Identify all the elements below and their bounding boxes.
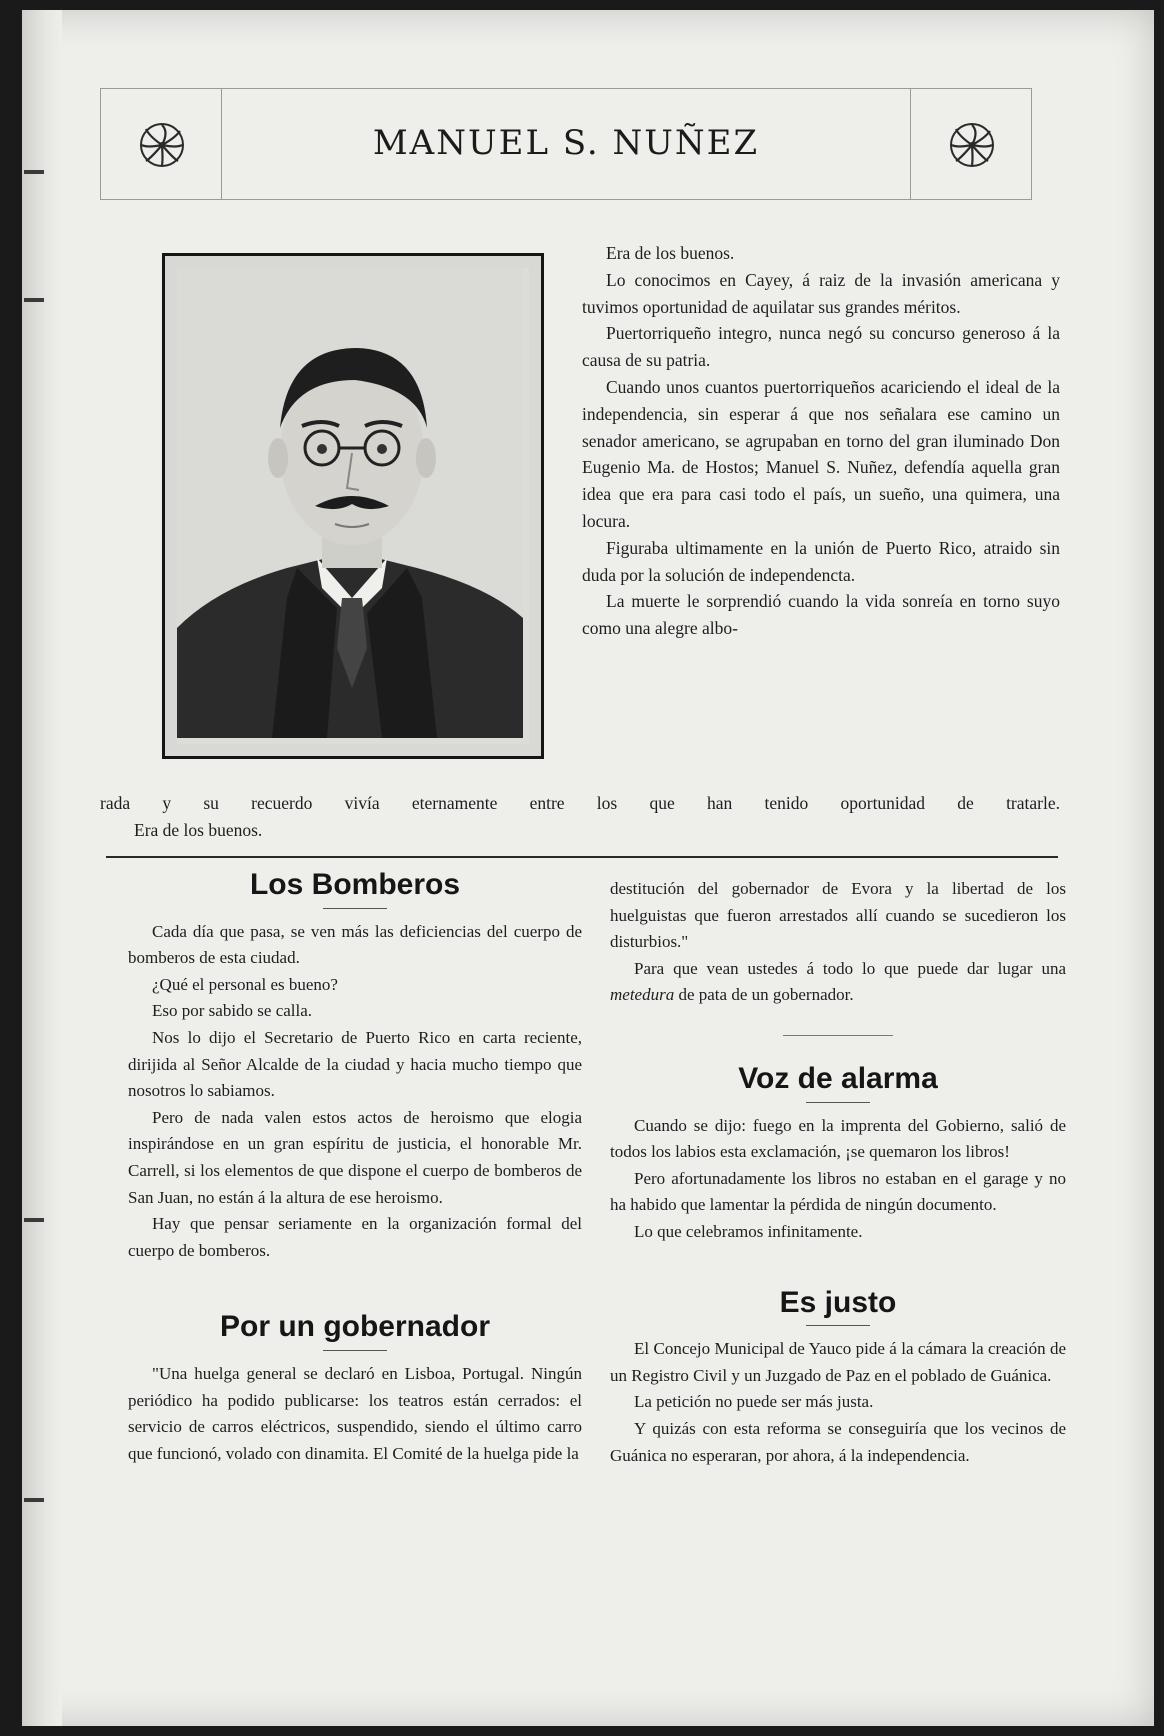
rosette-ornament-icon bbox=[949, 122, 995, 168]
obituary-paragraph: Lo conocimos en Cayey, á raiz de la invasión americana y tuvimos oportunidad de aquilatar sus grandes méritos. bbox=[582, 269, 1060, 317]
title-underline bbox=[806, 1325, 870, 1326]
obituary-article bbox=[582, 240, 1060, 642]
text-fragment: Para que vean ustedes á todo lo que puede dar lugar una bbox=[634, 958, 1066, 978]
obituary-paragraph: Figuraba ultimamente en la unión de Puerto Rico, atraido sin duda por la solución de independencta. bbox=[582, 537, 1060, 585]
portrait-frame bbox=[162, 253, 544, 759]
section-divider bbox=[106, 856, 1058, 858]
obituary-closing: Era de los buenos. bbox=[134, 819, 263, 840]
article-paragraph: Hay que pensar seriamente en la organización formal del cuerpo de bomberos. bbox=[128, 1214, 582, 1260]
article-title-alarma: Voz de alarma bbox=[738, 1061, 938, 1095]
obituary-paragraph: rada y su recuerdo vivía eternamente entre los que han tenido oportunidad de tratarle. bbox=[100, 793, 1060, 813]
article-paragraph: Cada día que pasa, se ven más las deficiencias del cuerpo de bomberos de esta ciudad. bbox=[128, 921, 582, 968]
article-paragraph: destitución del gobernador de Evora y la libertad de los huelguistas que fueron arrestados allí cuando se sucedieron los disturbios." bbox=[610, 879, 1066, 952]
title-underline bbox=[323, 1350, 387, 1351]
obituary-paragraph: Puertorriqueño integro, nunca negó su concurso generoso á la causa de su patria. bbox=[582, 323, 1060, 371]
spine-mark bbox=[24, 298, 44, 302]
article-paragraph bbox=[610, 956, 1066, 1009]
title-underline bbox=[806, 1102, 870, 1103]
spine-mark bbox=[24, 1498, 44, 1502]
article-paragraph: Eso por sabido se calla. bbox=[152, 1001, 313, 1021]
title-banner bbox=[100, 88, 1032, 200]
article-paragraph: La petición no puede ser más justa. bbox=[634, 1392, 874, 1412]
article-paragraph: Cuando se dijo: fuego en la imprenta del Gobierno, salió de todos los labios esta exclamación, ¡se quemaron los libros! bbox=[610, 1115, 1066, 1162]
obituary-paragraph: Era de los buenos. bbox=[606, 243, 735, 263]
article-paragraph: Pero afortunadamente los libros no estaban en el garage y no ha habido que lamentar la pérdida de ningún documento. bbox=[610, 1168, 1066, 1215]
spine-mark bbox=[24, 1218, 44, 1222]
obituary-paragraph: La muerte le sorprendió cuando la vida sonreía en torno suyo como una alegre albo- bbox=[582, 591, 1060, 639]
left-column bbox=[128, 868, 582, 1467]
article-paragraph: Y quizás con esta reforma se conseguiría que los vecinos de Guánica no esperaran, por ahora, á la independencia. bbox=[610, 1418, 1066, 1465]
article-title-justo: Es justo bbox=[779, 1285, 897, 1319]
article-paragraph: Nos lo dijo el Secretario de Puerto Rico en carta reciente, dirijida al Señor Alcalde de la ciudad y hacia mucho tiempo que nosotros lo sabiamos. bbox=[128, 1027, 582, 1101]
banner-left-cell bbox=[101, 89, 222, 199]
article-paragraph: Pero de nada valen estos actos de heroismo que elogia inspirándose en un gran espíritu de justicia, el honorable Mr. Carrell, si los elementos de que dispone el cuerpo de bomberos de San Juan, no están á la altura de ese heroismo. bbox=[128, 1107, 582, 1207]
man-portrait-icon bbox=[177, 268, 523, 738]
portrait-photo bbox=[177, 268, 529, 744]
article-paragraph: "Una huelga general se declaró en Lisboa, Portugal. Ningún periódico ha podido publicarse: los teatros están cerrados: el servicio de carros eléctricos, suspendido, siendo el último carro que funcionó, volado con dinamita. El Comité de la huelga pide la bbox=[128, 1363, 582, 1463]
obituary-tail bbox=[100, 790, 1060, 844]
rosette-ornament-icon bbox=[139, 122, 185, 168]
text-fragment: de pata de un gobernador. bbox=[674, 985, 854, 1005]
article-paragraph: El Concejo Municipal de Yauco pide á la cámara la creación de un Registro Civil y un Juzgado de Paz en el poblado de Guánica. bbox=[610, 1339, 1066, 1385]
banner-right-cell bbox=[910, 89, 1031, 199]
right-column bbox=[610, 876, 1066, 1469]
page-spine bbox=[22, 10, 62, 1726]
article-paragraph: Lo que celebramos infinitamente. bbox=[634, 1221, 863, 1241]
spine-mark bbox=[24, 170, 44, 174]
article-title-bomberos: Los Bomberos bbox=[249, 868, 461, 901]
article-paragraph: ¿Qué el personal es bueno? bbox=[152, 974, 338, 994]
article-title-gobernador: Por un gobernador bbox=[220, 1310, 490, 1344]
obituary-paragraph: Cuando unos cuantos puertorriqueños acariciendo el ideal de la independencia, sin esperar á que nos señalara ese camino un senador americano, se agrupaban en torno del gran iluminado Don Eugenio Ma. de Hostos; Manuel S. Nuñez, defendía aquella gran idea que era para casi todo el país, un sueño, una quimera, una locura. bbox=[582, 376, 1060, 531]
page-title: MANUEL S. NUÑEZ bbox=[372, 123, 760, 163]
italic-word: metedura bbox=[610, 985, 675, 1005]
title-underline bbox=[323, 908, 387, 909]
